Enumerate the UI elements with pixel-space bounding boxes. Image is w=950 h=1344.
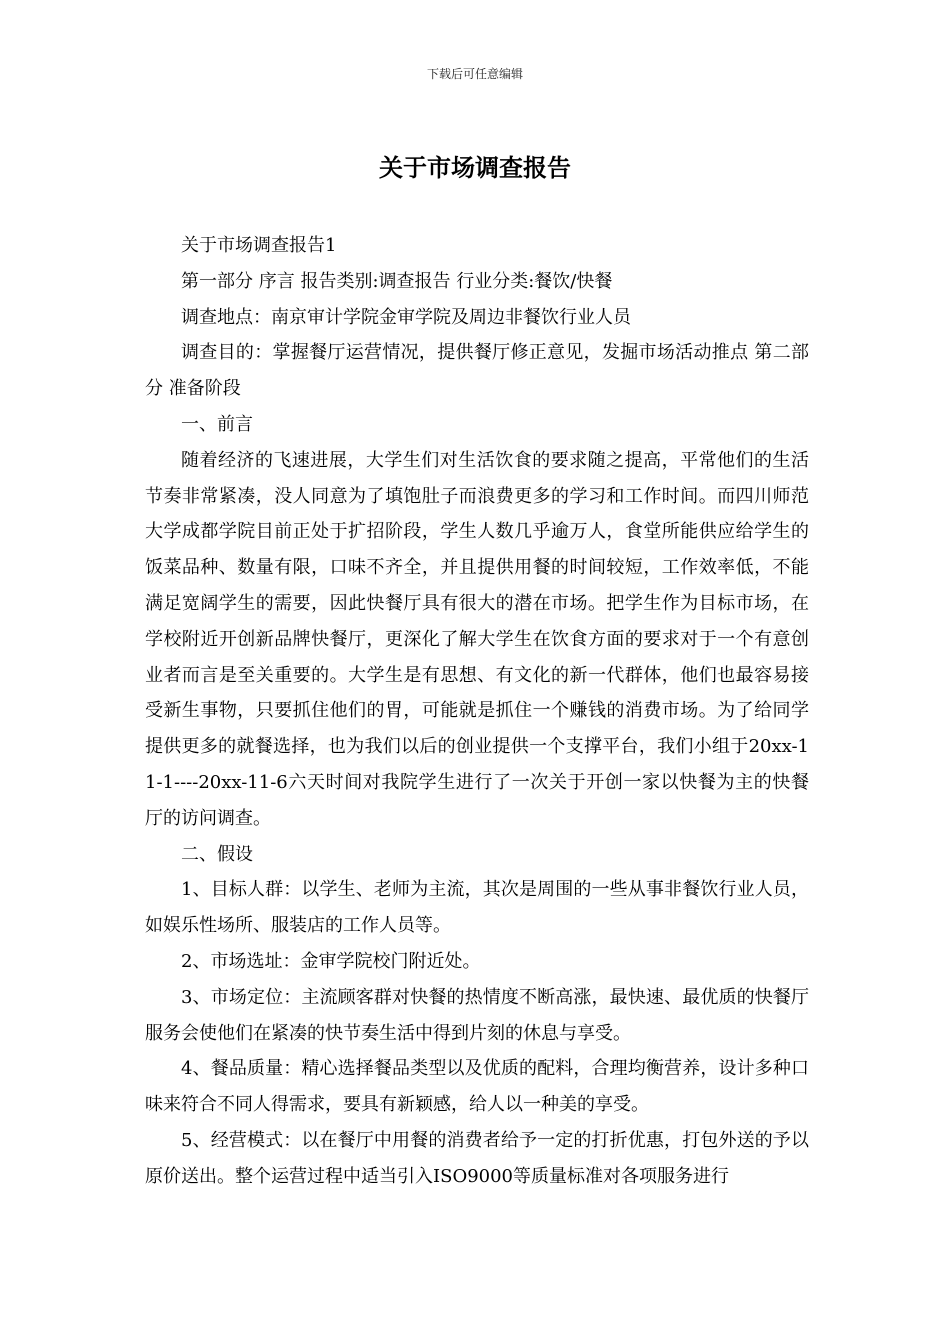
paragraph-quality: 4、餐品质量：精心选择餐品类型以及优质的配料，合理均衡营养，设计多种口味来符合不同人得需求，要具有新颖感，给人以一种美的享受。 [145,1058,809,1116]
paragraph-purpose: 调查目的：掌握餐厅运营情况，提供餐厅修正意见，发掘市场活动推点 第二部分 准备阶段 [145,342,809,400]
document-body [145,228,809,1195]
paragraph-business-model: 5、经营模式：以在餐厅中用餐的消费者给予一定的打折优惠，打包外送的予以原价送出。整个运营过程中适当引入ISO9000等质量标准对各项服务进行 [145,1129,809,1187]
paragraph-site: 2、市场选址：金审学院校门附近处。 [181,950,481,972]
section-heading-preface: 一、前言 [181,413,253,435]
paragraph-target-group: 1、目标人群：以学生、老师为主流，其次是周围的一些从事非餐饮行业人员，如娱乐性场所、服装店的工作人员等。 [145,879,809,937]
paragraph-report-heading: 关于市场调查报告1 [181,235,337,256]
document-title: 关于市场调查报告 [379,154,571,182]
paragraph-part-one: 第一部分 序言 报告类别:调查报告 行业分类:餐饮/快餐 [181,270,613,292]
paragraph-positioning: 3、市场定位：主流顾客群对快餐的热情度不断高涨，最快速、最优质的快餐厅服务会使他们在紧凑的快节奏生活中得到片刻的休息与享受。 [145,986,809,1044]
section-heading-assumptions: 二、假设 [181,843,253,865]
paragraph-location: 调查地点：南京审计学院金审学院及周边非餐饮行业人员 [181,306,631,328]
header-note: 下载后可任意编辑 [426,67,523,81]
paragraph-preface-body: 随着经济的飞速进展，大学生们对生活饮食的要求随之提高，平常他们的生活节奏非常紧凑，没人同意为了填饱肚子而浪费更多的学习和工作时间。而四川师范大学成都学院目前正处于扩招阶段，学生人数几乎逾万人，食堂所能供应给学生的饭菜品种、数量有限，口味不齐全，并且提供用餐的时间较短，工作效率低，不能满足宽阔学生的需要，因此快餐厅具有很大的潜在市场。把学生作为目标市场，在学校附近开创新品牌快餐厅，更深化了解大学生在饮食方面的要求对于一个有意创业者而言是至关重要的。大学生是有思想、有文化的新一代群体，他们也最容易接受新生事物，只要抓住他们的胃，可能就是抓住一个赚钱的消费市场。为了给同学提供更多的就餐选择，也为我们以后的创业提供一个支撑平台，我们小组于20xx-11-1----20xx-11-6六天时间对我院学生进行了一次关于开创一家以快餐为主的快餐厅的访问调查。 [145,449,809,829]
